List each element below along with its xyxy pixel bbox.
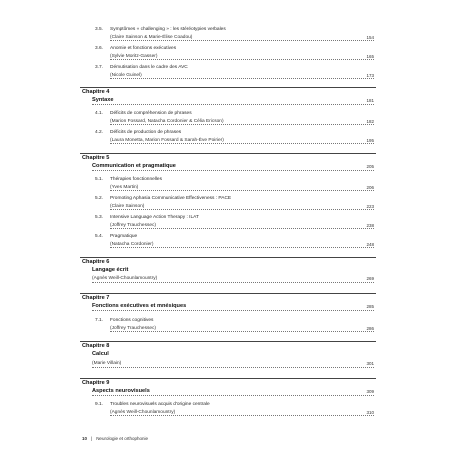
section-author: (Laura Monetta, Marion Fossard & Sarah-Ève Poirier) — [110, 138, 224, 143]
section-title: Intensive Language Action Therapy : ILAT — [110, 215, 199, 220]
page-number: 182 — [366, 119, 374, 124]
chapter-page-number: 309 — [366, 389, 374, 394]
chapter-page-number: 181 — [366, 98, 374, 103]
section-number: 9.1. — [95, 402, 104, 407]
chapter-page-number: 301 — [366, 361, 374, 366]
page-number: 173 — [366, 73, 374, 78]
section-number: 5.1. — [95, 177, 104, 182]
section-author: (Sylvie Moritz-Gasser) — [110, 54, 158, 59]
section-title: Thérapies fonctionnelles — [110, 177, 162, 182]
chapter-label: Chapitre 4 — [82, 89, 110, 95]
chapter-title: Aspects neurovisuels — [92, 388, 150, 394]
chapter-separator — [80, 378, 376, 379]
section-title: Pragmatique — [110, 234, 138, 239]
section-author: (Nicole Guinel) — [110, 73, 142, 78]
chapter-title: Syntaxe — [92, 97, 114, 103]
chapter-separator — [80, 87, 376, 88]
chapter-separator — [80, 341, 376, 342]
chapter-page-number: 285 — [366, 304, 374, 309]
footer-page-number: 10 — [82, 436, 88, 441]
section-author: (Claire Sainson) — [110, 204, 145, 209]
dotted-leader — [92, 310, 374, 311]
dotted-leader — [110, 143, 374, 144]
section-author: (Claire Sainson & Marie-Élise Coadou) — [110, 35, 193, 40]
page-number: 165 — [366, 54, 374, 59]
section-number: 3.7. — [95, 65, 104, 70]
dotted-leader — [92, 395, 374, 396]
chapter-separator — [80, 153, 376, 154]
page-number: 248 — [366, 242, 374, 247]
section-number: 5.3. — [95, 215, 104, 220]
section-number: 7.1. — [95, 318, 104, 323]
section-title: Troubles neurovisuels acquis d'origine centrale — [110, 402, 210, 407]
page-footer — [82, 436, 148, 441]
page-number: 206 — [366, 185, 374, 190]
dotted-leader — [110, 59, 374, 60]
section-number: 3.6. — [95, 46, 104, 51]
chapter-author: (Marie Villain) — [92, 361, 122, 366]
dotted-leader — [110, 247, 374, 248]
chapter-title: Langage écrit — [92, 267, 129, 273]
section-title: Fonctions cognitives — [110, 318, 154, 323]
section-author: (Joffrey Trauchessec) — [110, 223, 157, 228]
section-author: (Marion Fossard, Natacha Cordonier & Célia Ericson) — [110, 119, 224, 124]
dotted-leader — [110, 331, 374, 332]
chapter-label: Chapitre 8 — [82, 343, 110, 349]
section-title: Promoting Aphasia Communicative Effectiveness : PACE — [110, 196, 232, 201]
dotted-leader — [92, 367, 374, 368]
section-title: Démutisation dans le cadre des AVC — [110, 65, 188, 70]
section-title: Anomie et fonctions exécutives — [110, 46, 177, 51]
chapter-label: Chapitre 9 — [82, 380, 110, 386]
page-number: 154 — [366, 35, 374, 40]
footer-separator: | — [91, 436, 93, 441]
chapter-page-number: 205 — [366, 164, 374, 169]
dotted-leader — [110, 209, 374, 210]
section-number: 4.1. — [95, 111, 104, 116]
dotted-leader — [110, 40, 374, 41]
section-number: 5.2. — [95, 196, 104, 201]
section-author: (Yves Martin) — [110, 185, 139, 190]
footer-book-title: Neurologie et orthophonie — [96, 436, 148, 441]
section-title: Symptômes « challenging » : les stéréotypies verbales — [110, 27, 226, 32]
section-author: (Joffrey Trauchessec) — [110, 326, 157, 331]
chapter-title: Communication et pragmatique — [92, 163, 176, 169]
page-number: 238 — [366, 223, 374, 228]
dotted-leader — [92, 170, 374, 171]
dotted-leader — [92, 282, 374, 283]
chapter-separator — [80, 257, 376, 258]
chapter-label: Chapitre 7 — [82, 295, 110, 301]
section-number: 4.2. — [95, 130, 104, 135]
section-number: 3.5. — [95, 27, 104, 32]
chapter-title: Fonctions exécutives et mnésiques — [92, 303, 187, 309]
dotted-leader — [110, 124, 374, 125]
chapter-page-number: 269 — [366, 276, 374, 281]
chapter-separator — [80, 293, 376, 294]
page-number: 195 — [366, 138, 374, 143]
section-author: (Natacha Cordonier) — [110, 242, 154, 247]
chapter-label: Chapitre 5 — [82, 155, 110, 161]
page-number: 310 — [366, 410, 374, 415]
chapter-label: Chapitre 6 — [82, 259, 110, 265]
chapter-title: Calcul — [92, 351, 109, 357]
dotted-leader — [92, 104, 374, 105]
chapter-author: (Agnès Weill-Chounlamountry) — [92, 276, 158, 281]
dotted-leader — [110, 190, 374, 191]
page-number: 223 — [366, 204, 374, 209]
section-author: (Agnès Weill-Chounlamountry) — [110, 410, 176, 415]
section-number: 5.4. — [95, 234, 104, 239]
dotted-leader — [110, 415, 374, 416]
section-title: Déficits de compréhension de phrases — [110, 111, 192, 116]
dotted-leader — [110, 78, 374, 79]
dotted-leader — [110, 228, 374, 229]
section-title: Déficits de production de phrases — [110, 130, 182, 135]
page-number: 286 — [366, 326, 374, 331]
